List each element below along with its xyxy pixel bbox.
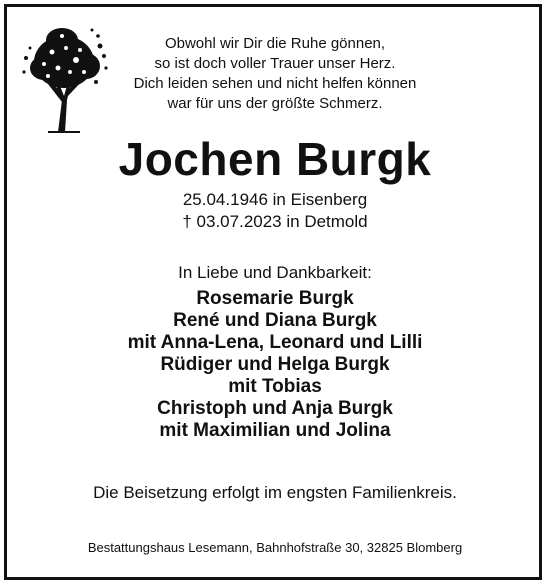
mourner-line: mit Maximilian und Jolina: [159, 420, 391, 441]
tree-icon: [18, 22, 110, 134]
death-date: † 03.07.2023 in Detmold: [182, 212, 368, 231]
poem-line: Obwohl wir Dir die Ruhe gönnen,: [164, 35, 386, 52]
poem-line: war für uns der größte Schmerz.: [167, 95, 383, 112]
poem-line: Dich leiden sehen und nicht helfen können: [133, 75, 417, 92]
mourner-line: Rüdiger und Helga Burgk: [160, 354, 390, 375]
poem-line: so ist doch voller Trauer unser Herz.: [154, 55, 396, 72]
poem: [105, 34, 445, 114]
mourner-line: Rosemarie Burgk: [196, 288, 354, 309]
mourner-line: Christoph und Anja Burgk: [157, 398, 393, 419]
birth-date: 25.04.1946 in Eisenberg: [182, 190, 368, 209]
mourner-line: mit Tobias: [228, 376, 322, 397]
mourner-line: mit Anna-Lena, Leonard und Lilli: [127, 332, 423, 353]
life-dates: [0, 189, 550, 233]
thanks-line: In Liebe und Dankbarkeit:: [178, 263, 372, 282]
undertaker-address: Bestattungshaus Lesemann, Bahnhofstraße 30, 32825 Blomberg: [87, 540, 463, 555]
mourners-list: [0, 288, 550, 442]
funeral-note: Die Beisetzung erfolgt im engsten Familienkreis.: [93, 483, 457, 502]
deceased-name: Jochen Burgk: [118, 133, 432, 185]
mourner-line: René und Diana Burgk: [173, 310, 377, 331]
